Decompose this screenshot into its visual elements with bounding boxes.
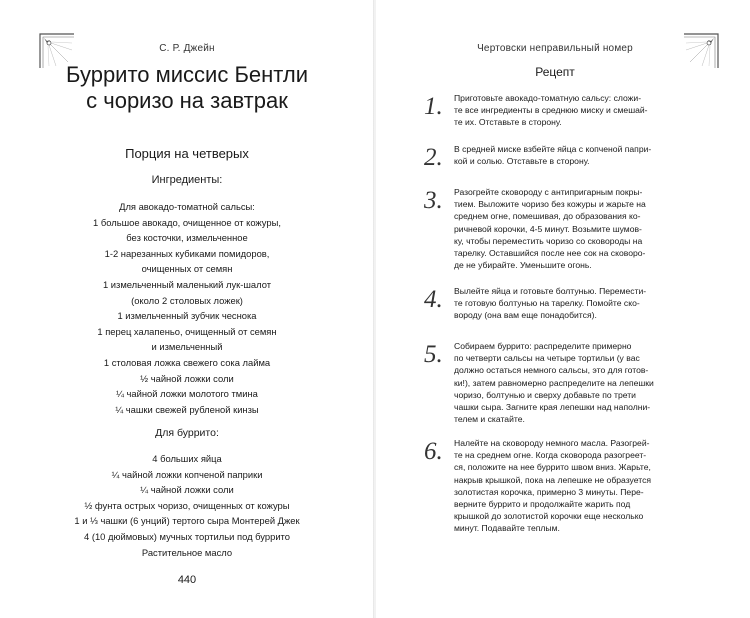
step-line: ричневой корочки, 4-5 минут. Возьмите шумов-	[454, 223, 642, 234]
step-text	[454, 437, 738, 535]
ingredient-line: очищенных от семян	[141, 263, 233, 275]
page-number: 440	[177, 574, 197, 586]
recipe-title	[0, 62, 374, 114]
step-number: 3.	[424, 187, 443, 214]
step-text	[454, 340, 738, 425]
ingredient-line: ½ фунта острых чоризо, очищенных от кожуры	[84, 499, 290, 511]
step-text	[454, 186, 738, 271]
step-text	[454, 285, 738, 322]
step-line: чоризо, болтунью и сверху добавьте по трети	[454, 389, 636, 400]
ingredient-line: и измельченный	[151, 341, 223, 353]
ingredient-line: без косточки, измельченное	[126, 232, 248, 244]
step-line: тием. Выложите чоризо без кожуры и жарьте на	[454, 199, 646, 210]
running-head-book-title: Чертовски неправильный номер	[477, 43, 633, 54]
step-line: ся, положите на нее буррито швом вниз. Жарьте,	[454, 462, 651, 473]
step-line: Налейте на сковороду немного масла. Разогрей-	[454, 438, 650, 448]
step-line: Собираем буррито: распределите примерно	[454, 341, 632, 351]
burrito-ingredients	[0, 451, 374, 560]
step-line: вороду (она вам еще понадобится).	[454, 310, 597, 321]
step-line: крышкой до золотистой корочки еще несколько	[454, 511, 644, 522]
left-page	[0, 0, 374, 618]
step-line: верните буррито и продолжайте жарить под	[454, 499, 631, 510]
recipe-heading: Рецепт	[535, 65, 575, 79]
ingredient-line: ½ чайной ложки соли	[140, 372, 234, 384]
ingredient-line: Для авокадо-томатной сальсы:	[119, 201, 255, 212]
step-line: Разогрейте сковороду с антипригарным покры-	[454, 187, 643, 197]
step-line: среднем огне, помешивая, до образования ко-	[454, 211, 641, 222]
step-line: те все ингредиенты в среднюю миску и смешай-	[454, 105, 648, 116]
step-line: те готовую болтунью на тарелку. Помойте ско-	[454, 298, 640, 309]
title-line: Буррито миссис Бентли	[66, 62, 308, 87]
step-line: минут. Подавайте теплым.	[454, 523, 560, 534]
ingredient-line: 1-2 нарезанных кубиками помидоров,	[104, 247, 270, 259]
step-line: Приготовьте авокадо-томатную сальсу: сложи-	[454, 93, 642, 103]
ingredient-line: ¼ чайной ложки соли	[140, 484, 234, 496]
step-line: те их. Отставьте в сторону.	[454, 117, 562, 128]
ingredient-line: 4 (10 дюймовых) мучных тортильи под буррито	[84, 530, 290, 542]
ingredient-line: Растительное масло	[141, 546, 233, 558]
ingredients-heading: Ингредиенты:	[151, 174, 223, 186]
ingredient-line: 1 столовая ложка свежего сока лайма	[103, 356, 271, 368]
servings: Порция на четверых	[125, 146, 249, 161]
title-line: с чоризо на завтрак	[86, 88, 288, 113]
step-line: чашки сыра. Загните края лепешки над наполни-	[454, 402, 651, 413]
step-number: 6.	[424, 438, 443, 465]
step-line: золотистая корочка, примерно 3 минуты. Пере-	[454, 486, 644, 497]
step-number: 2.	[424, 144, 443, 171]
step-line: телем и скатайте.	[454, 414, 525, 425]
step-line: должно остаться немного сальсы, это для готов-	[454, 365, 649, 376]
step-number: 5.	[424, 341, 443, 368]
step-line: кой и солью. Отставьте в сторону.	[454, 156, 590, 167]
ingredient-line: 4 больших яйца	[152, 453, 222, 464]
running-head-author: С. Р. Джейн	[159, 43, 215, 54]
ingredient-line: ¼ чайной ложки копченой паприки	[111, 468, 263, 480]
ingredient-line: 1 измельченный зубчик чеснока	[117, 310, 257, 322]
ingredient-line: ¼ чашки свежей рубленой кинзы	[115, 403, 259, 415]
step-line: тарелку. Оставшийся после нее сок на сковоро-	[454, 248, 646, 259]
salsa-ingredients	[0, 199, 374, 417]
step-text	[454, 92, 738, 129]
step-line: те на среднем огне. Когда сковорода разогреет-	[454, 450, 647, 461]
step-number: 4.	[424, 286, 443, 313]
step-line: ки!), затем равномерно распределите на лепешки	[454, 377, 654, 388]
ingredient-line: 1 большое авокадо, очищенное от кожуры,	[93, 216, 281, 228]
ingredient-line: 1 и ⅓ чашки (6 унций) тертого сыра Монтерей Джек	[74, 515, 300, 527]
ingredient-line: ¼ чайной ложки молотого тмина	[116, 388, 258, 400]
step-line: накрыв крышкой, пока на лепешке не образуется	[454, 474, 652, 485]
burrito-heading: Для буррито:	[155, 427, 219, 439]
step-line: де не убирайте. Уменьшите огонь.	[454, 260, 592, 271]
ingredient-line: (около 2 столовых ложек)	[131, 294, 243, 306]
ingredient-line: 1 измельченный маленький лук-шалот	[102, 278, 272, 290]
step-line: В средней миске взбейте яйца с копченой папри-	[454, 144, 652, 154]
ingredient-line: 1 перец халапеньо, очищенный от семян	[97, 325, 277, 337]
step-text	[454, 143, 738, 167]
step-line: Вылейте яйца и готовьте болтунью. Перемести-	[454, 286, 647, 296]
right-page	[376, 0, 750, 618]
step-number: 1.	[424, 93, 443, 120]
step-line: по четверти сальсы на четыре тортильи (у вас	[454, 353, 640, 364]
step-line: ку, чтобы переместить чоризо со сковороды на	[454, 235, 643, 246]
